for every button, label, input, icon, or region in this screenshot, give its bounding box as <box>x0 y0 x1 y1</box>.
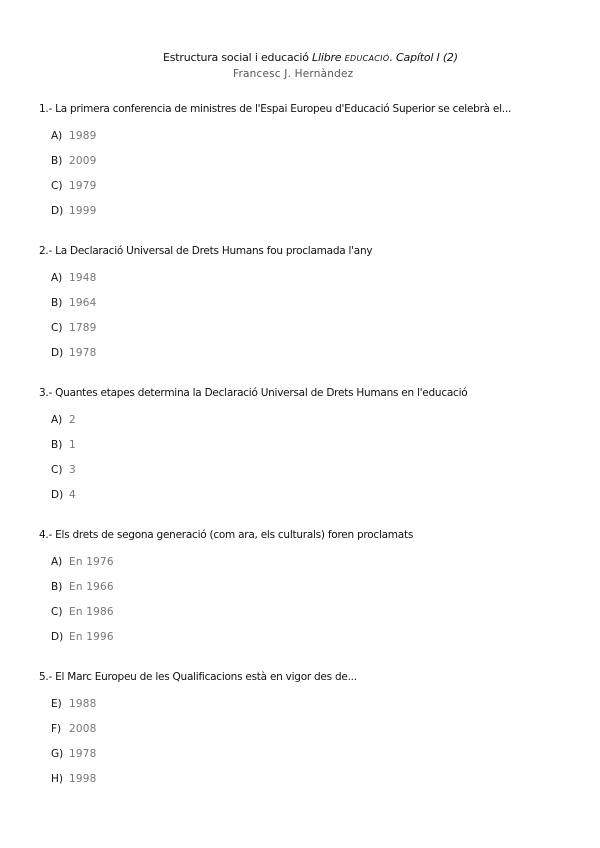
answer-options <box>51 413 579 513</box>
option-letter: B) <box>51 155 63 167</box>
answer-option[interactable] <box>51 296 579 321</box>
option-value: 3 <box>69 464 76 476</box>
answer-option[interactable] <box>51 271 579 296</box>
question-text: 5.- El Marc Europeu de les Qualificacions està en vigor des de... <box>39 671 357 683</box>
title-plain: Estructura social i educació <box>163 51 313 64</box>
option-value: En 1966 <box>69 581 114 593</box>
document-author: Francesc J. Hernàndez <box>233 68 354 80</box>
option-value: 1978 <box>69 748 97 760</box>
answer-option[interactable] <box>51 154 579 179</box>
answer-option[interactable] <box>51 772 579 797</box>
answer-option[interactable] <box>51 204 579 229</box>
option-value: 1989 <box>69 130 97 142</box>
option-value: 1978 <box>69 347 97 359</box>
option-value: 1999 <box>69 205 97 217</box>
option-value: En 1996 <box>69 631 114 643</box>
option-letter: D) <box>51 347 64 359</box>
option-value: 1 <box>69 439 76 451</box>
answer-option[interactable] <box>51 580 579 605</box>
option-value: 1998 <box>69 773 97 785</box>
option-value: 1988 <box>69 698 97 710</box>
option-value: 4 <box>69 489 76 501</box>
question-text: 3.- Quantes etapes determina la Declaració Universal de Drets Humans en l'educació <box>39 387 468 399</box>
answer-option[interactable] <box>51 129 579 154</box>
option-value: 1979 <box>69 180 97 192</box>
answer-options <box>51 129 579 229</box>
answer-option[interactable] <box>51 605 579 630</box>
answer-option[interactable] <box>51 747 579 772</box>
option-letter: B) <box>51 581 63 593</box>
question-1 <box>39 102 579 229</box>
option-value: 2009 <box>69 155 97 167</box>
question-3 <box>39 386 579 513</box>
document-header <box>0 50 600 81</box>
answer-option[interactable] <box>51 413 579 438</box>
answer-option[interactable] <box>51 346 579 371</box>
question-text: 1.- La primera conferencia de ministres de l'Espai Europeu d'Educació Superior se celebrà el... <box>39 103 512 115</box>
title-book-label: Llibre <box>312 51 345 64</box>
option-letter: A) <box>51 414 63 426</box>
option-value: 2 <box>69 414 76 426</box>
option-value: 1948 <box>69 272 97 284</box>
answer-option[interactable] <box>51 630 579 655</box>
question-text: 4.- Els drets de segona generació (com ara, els culturals) foren proclamats <box>39 529 414 541</box>
option-letter: A) <box>51 556 63 568</box>
answer-option[interactable] <box>51 438 579 463</box>
option-letter: C) <box>51 464 63 476</box>
option-value: 2008 <box>69 723 97 735</box>
option-value: En 1976 <box>69 556 114 568</box>
option-letter: D) <box>51 489 64 501</box>
option-value: 1964 <box>69 297 97 309</box>
option-letter: F) <box>51 723 62 735</box>
option-letter: B) <box>51 297 63 309</box>
question-text: 2.- La Declaració Universal de Drets Humans fou proclamada l'any <box>39 245 373 257</box>
option-letter: H) <box>51 773 63 785</box>
answer-options <box>51 555 579 655</box>
answer-options <box>51 697 579 797</box>
option-letter: C) <box>51 180 63 192</box>
option-letter: B) <box>51 439 63 451</box>
answer-option[interactable] <box>51 697 579 722</box>
option-letter: C) <box>51 606 63 618</box>
option-value: 1789 <box>69 322 97 334</box>
option-letter: A) <box>51 130 63 142</box>
document-title <box>163 50 600 67</box>
option-letter: G) <box>51 748 64 760</box>
option-letter: A) <box>51 272 63 284</box>
answer-option[interactable] <box>51 488 579 513</box>
answer-option[interactable] <box>51 321 579 346</box>
answer-option[interactable] <box>51 555 579 580</box>
option-letter: D) <box>51 205 64 217</box>
answer-options <box>51 271 579 371</box>
question-2 <box>39 244 579 371</box>
option-letter: D) <box>51 631 64 643</box>
question-5 <box>39 670 579 797</box>
option-value: En 1986 <box>69 606 114 618</box>
answer-option[interactable] <box>51 722 579 747</box>
answer-option[interactable] <box>51 463 579 488</box>
title-chapter: . Capítol I (2) <box>389 51 458 64</box>
option-letter: C) <box>51 322 63 334</box>
title-book-name: EDUCACIÓ <box>344 54 390 63</box>
option-letter: E) <box>51 698 62 710</box>
answer-option[interactable] <box>51 179 579 204</box>
question-4 <box>39 528 579 655</box>
